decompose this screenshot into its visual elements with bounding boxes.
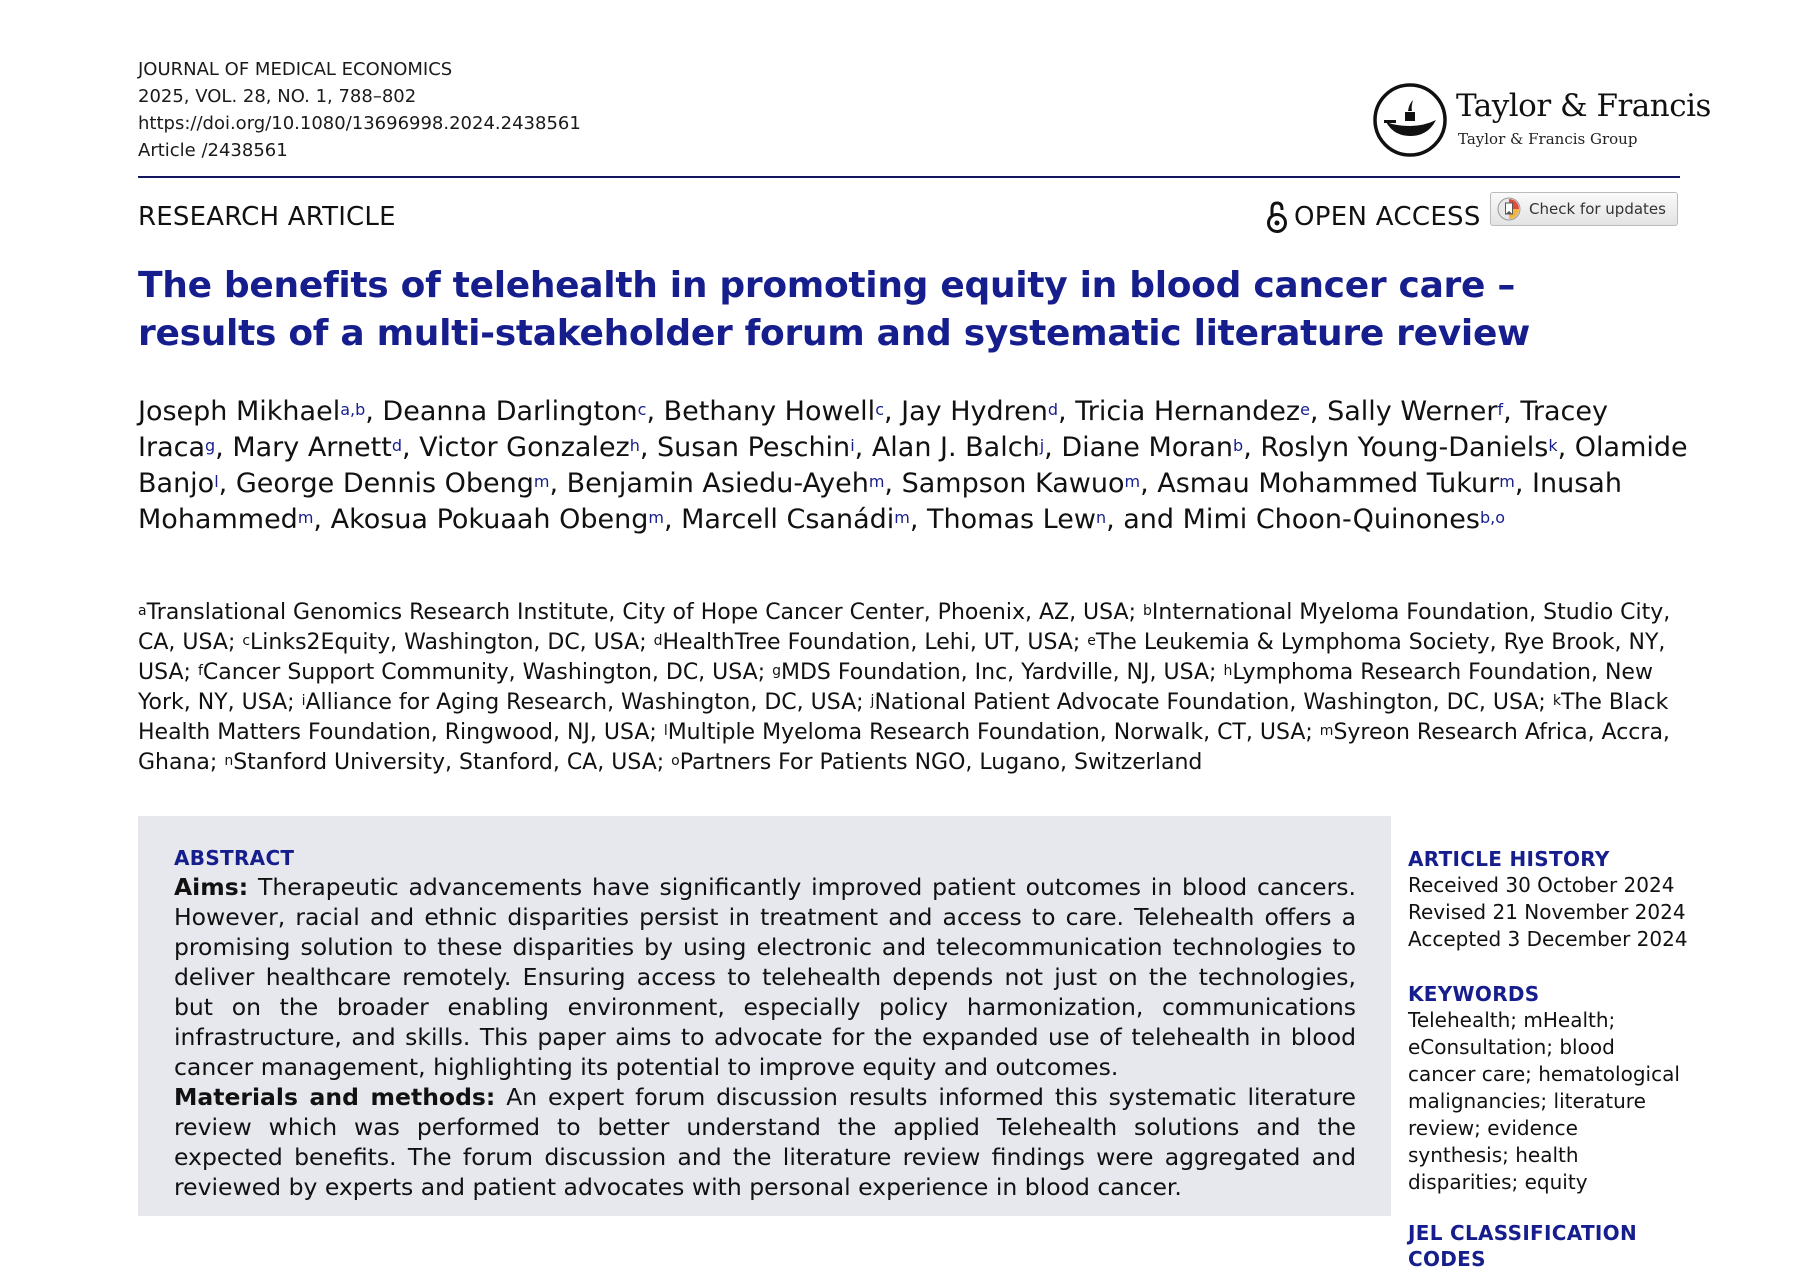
received-date: Received 30 October 2024 xyxy=(1408,873,1675,897)
author-affiliation-marker[interactable]: m xyxy=(1124,472,1141,491)
author-affiliation-marker[interactable]: h xyxy=(629,436,640,455)
affiliation-key: h xyxy=(1223,663,1233,679)
abstract-heading: ABSTRACT xyxy=(174,846,295,870)
affiliation-key: o xyxy=(671,753,680,769)
affiliation-key: i xyxy=(301,693,306,709)
author-affiliation-marker[interactable]: g xyxy=(205,436,216,455)
revised-date: Revised 21 November 2024 xyxy=(1408,900,1686,924)
affiliation-key: m xyxy=(1319,723,1334,739)
article-history xyxy=(1408,872,1688,953)
affiliation-text: Multiple Myeloma Research Foundation, Norwalk, CT, USA xyxy=(667,720,1306,745)
author-name: Sally Werner xyxy=(1327,396,1498,427)
author-affiliation-marker[interactable]: m xyxy=(1499,472,1515,491)
check-for-updates-label: Check for updates xyxy=(1529,200,1666,218)
publisher-name: Taylor & Francis xyxy=(1456,88,1711,124)
affiliation-text: The Leukemia & Lymphoma Society, Rye Brook, NY, USA xyxy=(138,630,1666,685)
affiliation-text: Cancer Support Community, Washington, DC, USA xyxy=(202,660,758,685)
affiliation-key: j xyxy=(870,693,875,709)
journal-meta xyxy=(138,56,581,164)
affiliation-key: a xyxy=(138,603,147,619)
affiliation-text: National Patient Advocate Foundation, Washington, DC, USA xyxy=(874,690,1539,715)
aims-label: Aims: xyxy=(174,873,249,901)
author-conjunction: and xyxy=(1123,504,1183,535)
open-access-label: OPEN ACCESS xyxy=(1294,202,1481,232)
affiliation-text: Stanford University, Stanford, CA, USA xyxy=(233,750,657,775)
author-name: Inusah Mohammed xyxy=(138,468,1622,535)
author-name: Deanna Darlington xyxy=(382,396,638,427)
author-name: Mary Arnett xyxy=(232,432,392,463)
crossmark-icon xyxy=(1497,197,1521,221)
keywords-text: Telehealth; mHealth; eConsultation; blood cancer care; hematological malignancies; literature review; evidence synthesis; health disparities; equity xyxy=(1408,1008,1680,1194)
author-name: Sampson Kawuo xyxy=(901,468,1125,499)
author-name: George Dennis Obeng xyxy=(235,468,534,499)
author-affiliation-marker[interactable]: d xyxy=(1047,400,1059,419)
affiliation-list: $^a$Translational Genomics Research Institute, City of Hope Cancer Center, Phoenix, AZ, USA; $^b$International Myeloma Foundation, Studio City, CA, USA; $^c$Links2Equity, Washington, DC, USA; $^d$HealthTree Foundation, Lehi, UT, USA; $^e$The Leukemia & Lymphoma Society, Rye Brook, NY, USA; $^f$Cancer Support Community, Washington, DC, USA; $^g$MDS Foundation, Inc, Yardville, NJ, USA; $^h$Lymphoma Research Foundation, New York, NY, USA; $^i$Alliance for Aging Research, Washington, DC, USA; $^j$National Patient Advocate Foundation, Washington, DC, USA; $^k$The Black Health Matters Foundation, Ringwood, NJ, USA; $^l$Multiple Myeloma Research Foundation, Norwalk, CT, USA; $^m$Syreon Research Africa, Accra, Ghana; $^n$Stanford University, Stanford, CA, USA; $^o$Partners For Patients NGO, Lugano, Switzerland xyxy=(138,600,1671,775)
abstract-methods xyxy=(174,1082,1356,1202)
author-affiliation-marker[interactable]: b xyxy=(1233,436,1244,455)
affiliation-key: e xyxy=(1087,633,1096,649)
affiliation-key: c xyxy=(242,633,251,649)
affiliation-text: HealthTree Foundation, Lehi, UT, USA xyxy=(662,630,1073,655)
author-affiliation-marker[interactable]: m xyxy=(533,472,550,491)
author-affiliation-marker[interactable]: k xyxy=(1548,436,1558,455)
author-name: Olamide Banjo xyxy=(138,432,1688,499)
journal-volume: 2025, VOL. 28, NO. 1, 788–802 xyxy=(138,86,417,107)
abstract-body xyxy=(174,872,1356,1202)
author-name: Mimi Choon-Quinones xyxy=(1182,504,1480,535)
article-sidebar xyxy=(1408,846,1688,1272)
author-name: Jay Hydren xyxy=(901,396,1048,427)
article-title: The benefits of telehealth in promoting equity in blood cancer care – results of a multi-stakeholder forum and systematic literature review xyxy=(138,265,1531,354)
affiliation-key: d xyxy=(653,633,663,649)
author-affiliation-marker[interactable]: l xyxy=(214,472,219,491)
publisher-group: Taylor & Francis Group xyxy=(1458,130,1638,148)
jel-heading: JEL CLASSIFICATION CODES xyxy=(1408,1221,1637,1271)
author-affiliation-marker[interactable]: m xyxy=(894,508,910,527)
author-affiliation-marker[interactable]: a,b xyxy=(340,400,366,419)
author-name: Marcell Csanádi xyxy=(681,504,895,535)
affiliation-key: n xyxy=(224,753,234,769)
author-name: Victor Gonzalez xyxy=(419,432,630,463)
affiliation-key: k xyxy=(1552,693,1561,709)
affiliation-text: Syreon Research Africa, Accra, Ghana xyxy=(138,720,1670,775)
header-divider xyxy=(138,176,1680,178)
author-affiliation-marker[interactable]: m xyxy=(868,472,885,491)
methods-text: An expert forum discussion results informed this systematic literature review which was performed to better understand the applied Telehealth solutions and the expected benefits. The forum discussion and the literature review findings were aggregated and reviewed by experts and patient advocates with personal experience in blood cancer. xyxy=(174,1083,1356,1201)
article-type: RESEARCH ARTICLE xyxy=(138,202,396,232)
affiliation-key: g xyxy=(772,663,781,679)
author-name: Susan Peschin xyxy=(657,432,851,463)
author-affiliation-marker[interactable]: f xyxy=(1497,400,1504,419)
author-name: Tracey Iraca xyxy=(138,396,1608,463)
publisher-logo xyxy=(1372,82,1711,158)
keywords-heading: KEYWORDS xyxy=(1408,982,1540,1006)
affiliation-text: Links2Equity, Washington, DC, USA xyxy=(250,630,640,655)
author-affiliation-marker[interactable]: c xyxy=(637,400,647,419)
publisher-lamp-icon xyxy=(1372,82,1448,158)
author-name: Thomas Lew xyxy=(927,504,1096,535)
author-name: Alan J. Balch xyxy=(871,432,1040,463)
article-history-heading: ARTICLE HISTORY xyxy=(1408,847,1610,871)
author-name: Roslyn Young-Daniels xyxy=(1260,432,1549,463)
methods-label: Materials and methods: xyxy=(174,1083,496,1111)
open-access-badge xyxy=(1266,200,1481,234)
affiliation-text: Alliance for Aging Research, Washington, DC, USA xyxy=(305,690,857,715)
author-affiliation-marker[interactable]: d xyxy=(391,436,402,455)
journal-article-id: Article /2438561 xyxy=(138,140,288,161)
journal-name: JOURNAL OF MEDICAL ECONOMICS xyxy=(138,59,453,80)
affiliation-key: b xyxy=(1143,603,1152,619)
author-affiliation-marker[interactable]: b,o xyxy=(1479,508,1505,527)
abstract-box xyxy=(138,816,1391,1216)
affiliation-key: l xyxy=(663,723,668,739)
author-name: Asmau Mohammed Tukur xyxy=(1157,468,1500,499)
author-name: Bethany Howell xyxy=(663,396,876,427)
author-affiliation-marker[interactable]: n xyxy=(1095,508,1107,527)
open-lock-icon xyxy=(1266,201,1288,233)
abstract-aims xyxy=(174,872,1356,1082)
check-for-updates-button[interactable] xyxy=(1490,192,1678,226)
affiliation-key: f xyxy=(197,663,203,679)
author-name: Joseph Mikhael xyxy=(138,396,341,427)
affiliation-text: The Black Health Matters Foundation, Ringwood, NJ, USA xyxy=(138,690,1669,745)
aims-text: Therapeutic advancements have significantly improved patient outcomes in blood cancers. However, racial and ethnic disparities persist in treatment and access to care. Telehealth offers a promising solution to these disparities by using electronic and telecommunication technologies to deliver healthcare remotely. Ensuring access to telehealth depends not just on the technologies, but on the broader enabling environment, especially policy harmonization, communications infrastructure, and skills. This paper aims to advocate for the expanded use of telehealth in blood cancer management, highlighting its potential to improve equity and outcomes. xyxy=(174,873,1356,1081)
affiliation-text: MDS Foundation, Inc, Yardville, NJ, USA xyxy=(780,660,1210,685)
journal-doi-link[interactable]: https://doi.org/10.1080/13696998.2024.2438561 xyxy=(138,113,581,134)
author-affiliation-marker[interactable]: m xyxy=(648,508,664,527)
affiliation-text: Translational Genomics Research Institute, City of Hope Cancer Center, Phoenix, AZ, USA xyxy=(146,600,1129,625)
author-name: Diane Moran xyxy=(1061,432,1234,463)
author-affiliation-marker[interactable]: i xyxy=(850,436,855,455)
author-affiliation-marker[interactable]: m xyxy=(297,508,314,527)
affiliation-text: International Myeloma Foundation, Studio City, CA, USA xyxy=(138,600,1671,655)
author-name: Tricia Hernandez xyxy=(1075,396,1301,427)
affiliation-text: Partners For Patients NGO, Lugano, Switzerland xyxy=(679,750,1203,775)
author-affiliation-marker[interactable]: e xyxy=(1300,400,1310,419)
affiliation-text: Lymphoma Research Foundation, New York, NY, USA xyxy=(138,660,1653,715)
author-affiliation-marker[interactable]: j xyxy=(1039,436,1045,455)
author-name: Akosua Pokuaah Obeng xyxy=(330,504,649,535)
accepted-date: Accepted 3 December 2024 xyxy=(1408,927,1688,951)
author-list: Joseph Mikhael$^{a,b}$, Deanna Darlington$^c$, Bethany Howell$^c$, Jay Hydren$^d$, Tricia Hernandez$^e$, Sally Werner$^f$, Tracey Iraca$^g$, Mary Arnett$^d$, Victor Gonzalez$^h$, Susan Peschin$^i$, Alan J. Balch$^j$, Diane Moran$^b$, Roslyn Young-Daniels$^k$, Olamide Banjo$^l$, George Dennis Obeng$^m$, Benjamin Asiedu-Ayeh$^m$, Sampson Kawuo$^m$, Asmau Mohammed Tukur$^m$, Inusah Mohammed$^m$, Akosua Pokuaah Obeng$^m$, Marcell Csanádi$^m$, Thomas Lew$^n$, and Mimi Choon-Quinones$^{b,o}$ xyxy=(138,396,1688,535)
author-name: Benjamin Asiedu-Ayeh xyxy=(566,468,869,499)
author-affiliation-marker[interactable]: c xyxy=(875,400,884,419)
